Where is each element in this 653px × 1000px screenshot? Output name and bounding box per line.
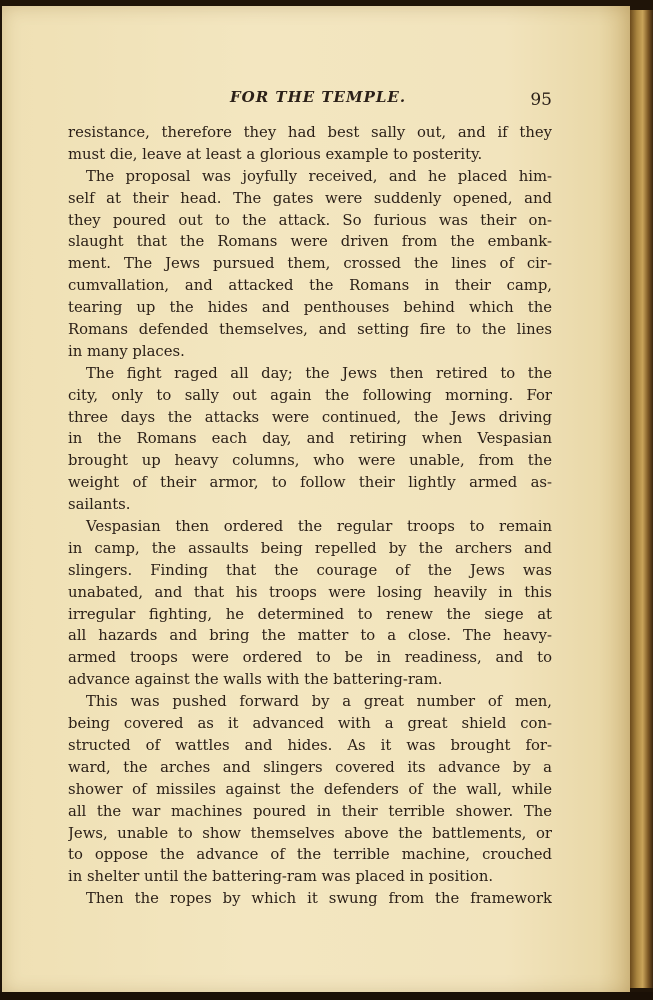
text-line: This was pushed forward by a great number of men, — [86, 693, 552, 711]
text-line: advance against the walls with the battering-ram. — [68, 671, 443, 689]
text-line: unabated, and that his troops were losing heavily in this — [68, 583, 552, 601]
text-line: The fight raged all day; the Jews then retired to the — [86, 364, 552, 382]
text-line: slingers. Finding that the courage of the Jews was — [68, 561, 552, 579]
text-line: Then the ropes by which it swung from the framework — [86, 890, 552, 908]
text-line: armed troops were ordered to be in readiness, and to — [68, 649, 552, 667]
text-line: in many places. — [68, 342, 185, 360]
text-line: in camp, the assaults being repelled by the archers and — [68, 539, 552, 557]
text-line: being covered as it advanced with a great shield con- — [68, 715, 552, 733]
text-line: city, only to sally out again the following morning. For — [68, 386, 552, 404]
text-line: all the war machines poured in their terrible shower. The — [68, 802, 552, 820]
text-line: sailants. — [68, 496, 131, 514]
text-line: three days the attacks were continued, the Jews driving — [68, 408, 552, 426]
text-line: irregular fighting, he determined to renew the siege at — [68, 605, 552, 623]
text-line: Vespasian then ordered the regular troops to remain — [86, 518, 552, 536]
text-line: they poured out to the attack. So furious was their on- — [68, 211, 552, 229]
text-line: all hazards and bring the matter to a close. The heavy- — [68, 627, 552, 645]
text-line: ward, the arches and slingers covered its advance by a — [68, 758, 552, 776]
text-line: slaught that the Romans were driven from the embank- — [68, 233, 552, 251]
text-line: tearing up the hides and penthouses behind which the — [68, 299, 552, 317]
text-line: Jews, unable to show themselves above the battlements, or — [68, 824, 552, 842]
text-line: brought up heavy columns, who were unable, from the — [68, 452, 552, 470]
page-bottom-edge — [0, 992, 653, 1000]
text-line: The proposal was joyfully received, and he placed him- — [86, 167, 552, 185]
text-line: weight of their armor, to follow their lightly armed as- — [68, 474, 552, 492]
text-line: in shelter until the battering-ram was placed in position. — [68, 868, 494, 886]
book-page — [2, 6, 630, 994]
page-edge — [630, 10, 653, 988]
text-line: cumvallation, and attacked the Romans in their camp, — [68, 277, 552, 295]
text-line: resistance, therefore they had best sally out, and if they — [68, 124, 552, 141]
text-line: to oppose the advance of the terrible machine, crouched — [68, 846, 552, 864]
text-line: Romans defended themselves, and setting fire to the lines — [68, 321, 552, 339]
text-line: ment. The Jews pursued them, crossed the lines of cir- — [68, 255, 552, 273]
page-number: 95 — [530, 90, 552, 110]
text-line: in the Romans each day, and retiring when Vespasian — [68, 430, 552, 448]
text-line: self at their head. The gates were suddenly opened, and — [68, 189, 552, 207]
text-line: shower of missiles against the defenders of the wall, while — [68, 780, 552, 798]
running-title: FOR THE TEMPLE. — [230, 88, 407, 106]
page-header — [68, 86, 552, 112]
body-text — [68, 122, 552, 910]
text-line: structed of wattles and hides. As it was brought for- — [68, 736, 552, 754]
text-line: must die, leave at least a glorious example to posterity. — [68, 145, 483, 163]
